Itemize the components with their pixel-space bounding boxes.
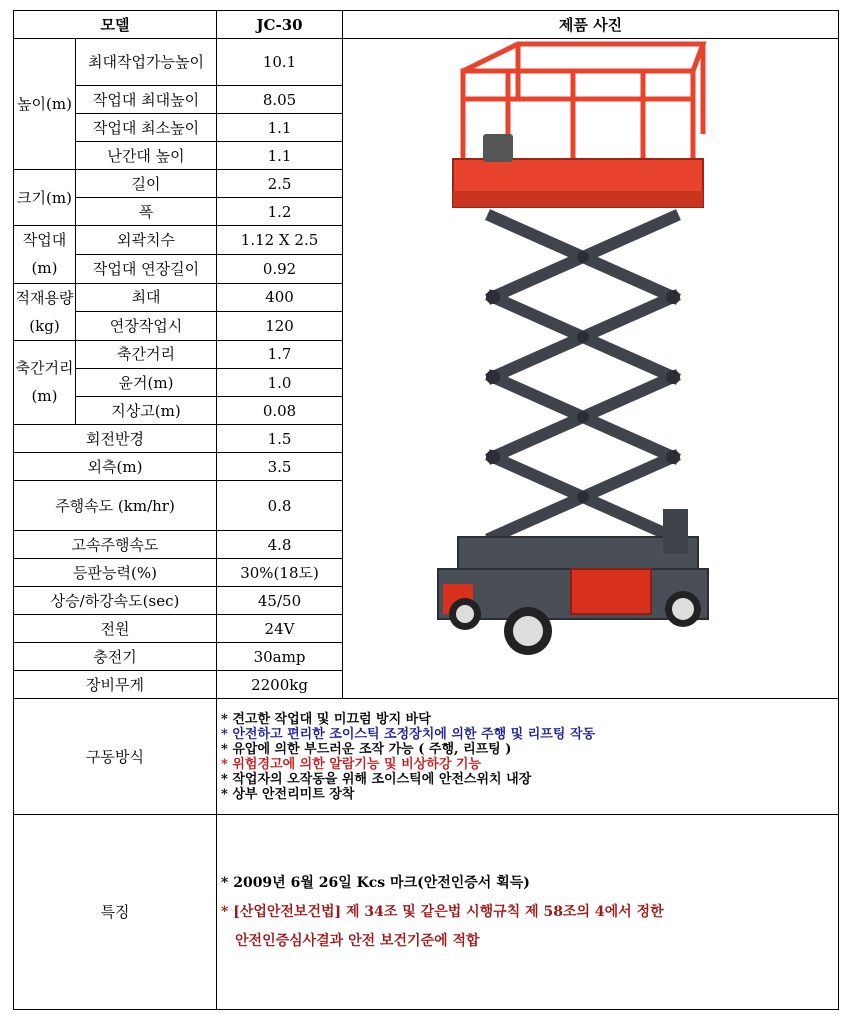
row-label: 작업대 연장길이 <box>76 255 217 284</box>
row-label: 길이 <box>76 170 217 198</box>
drive-bullet: * 작업자의 오작동을 위해 조이스틱에 안전스위치 내장 <box>221 771 532 787</box>
drive-bullet: * 상부 안전리미트 장착 <box>221 786 355 802</box>
drive-bullet: * 유압에 의한 부드러운 조작 가능 ( 주행, 리프팅 ) <box>221 741 512 757</box>
row-label: 난간대 높이 <box>76 142 217 170</box>
group-axle: 축간거리(m) <box>14 340 76 424</box>
row-value: 1.7 <box>217 340 343 368</box>
row-label: 작업대 최소높이 <box>76 114 217 142</box>
row-label: 윤거(m) <box>76 369 217 397</box>
group-height: 높이(m) <box>14 39 76 170</box>
row-label: 등판능력(%) <box>14 559 217 587</box>
model-value: JC-30 <box>217 11 343 39</box>
feature-line: * [산업안전보건법] 제 34조 및 같은법 시행규칙 제 58조의 4에서 정한 <box>221 903 664 920</box>
feature-line: 안전인증심사결과 안전 보건기준에 적합 <box>235 932 480 949</box>
row-value: 120 <box>217 312 343 341</box>
row-value: 2.5 <box>217 170 343 198</box>
row-label: 충전기 <box>14 643 217 671</box>
drive-description <box>217 699 839 815</box>
row-value: 0.08 <box>217 397 343 425</box>
row-value: 1.12 X 2.5 <box>217 226 343 255</box>
row-value: 1.2 <box>217 198 343 226</box>
group-load: 적재용량(kg) <box>14 283 76 340</box>
row-value: 4.8 <box>217 531 343 559</box>
row-value: 10.1 <box>217 39 343 86</box>
product-photo-cell <box>343 39 839 699</box>
row-value: 30amp <box>217 643 343 671</box>
row-label: 전원 <box>14 615 217 643</box>
drive-bullet: * 견고한 작업대 및 미끄럼 방지 바닥 <box>221 711 431 727</box>
row-label: 축간거리 <box>76 340 217 368</box>
drive-bullet: * 안전하고 편리한 조이스틱 조정장치에 의한 주행 및 리프팅 작동 <box>221 726 596 742</box>
features-description <box>217 815 839 1010</box>
scissor-lift-photo <box>343 39 839 693</box>
row-value: 1.5 <box>217 425 343 453</box>
feature-line: * 2009년 6월 26일 Kcs 마크(안전인증서 획득) <box>221 874 530 891</box>
row-label: 고속주행속도 <box>14 531 217 559</box>
row-label: 연장작업시 <box>76 312 217 341</box>
row-value: 8.05 <box>217 86 343 114</box>
row-label: 외측(m) <box>14 453 217 481</box>
row-value: 24V <box>217 615 343 643</box>
row-label: 작업대 최대높이 <box>76 86 217 114</box>
scissor-arms <box>493 217 673 537</box>
row-label: 회전반경 <box>14 425 217 453</box>
row-label: 최대작업가능높이 <box>76 39 217 86</box>
row-label: 폭 <box>76 198 217 226</box>
row-label: 지상고(m) <box>76 397 217 425</box>
row-label: 최대 <box>76 283 217 312</box>
row-value: 3.5 <box>217 453 343 481</box>
row-value: 0.8 <box>217 481 343 531</box>
platform-deck <box>453 134 703 207</box>
spec-table <box>13 10 839 1010</box>
row-value: 1.0 <box>217 369 343 397</box>
row-label: 상승/하강속도(sec) <box>14 587 217 615</box>
row-label: 주행속도 (km/hr) <box>14 481 217 531</box>
row-label: 외곽치수 <box>76 226 217 255</box>
group-platform: 작업대(m) <box>14 226 76 283</box>
group-size: 크기(m) <box>14 170 76 226</box>
model-header: 모델 <box>14 11 217 39</box>
drive-label: 구동방식 <box>14 699 217 815</box>
row-value: 1.1 <box>217 114 343 142</box>
row-value: 1.1 <box>217 142 343 170</box>
row-label: 장비무게 <box>14 671 217 699</box>
row-value: 400 <box>217 283 343 312</box>
row-value: 45/50 <box>217 587 343 615</box>
drive-bullet: * 위험경고에 의한 알람기능 및 비상하강 기능 <box>221 756 482 772</box>
row-value: 0.92 <box>217 255 343 284</box>
row-value: 30%(18도) <box>217 559 343 587</box>
row-value: 2200kg <box>217 671 343 699</box>
photo-header: 제품 사진 <box>343 11 839 39</box>
features-label: 특징 <box>14 815 217 1010</box>
